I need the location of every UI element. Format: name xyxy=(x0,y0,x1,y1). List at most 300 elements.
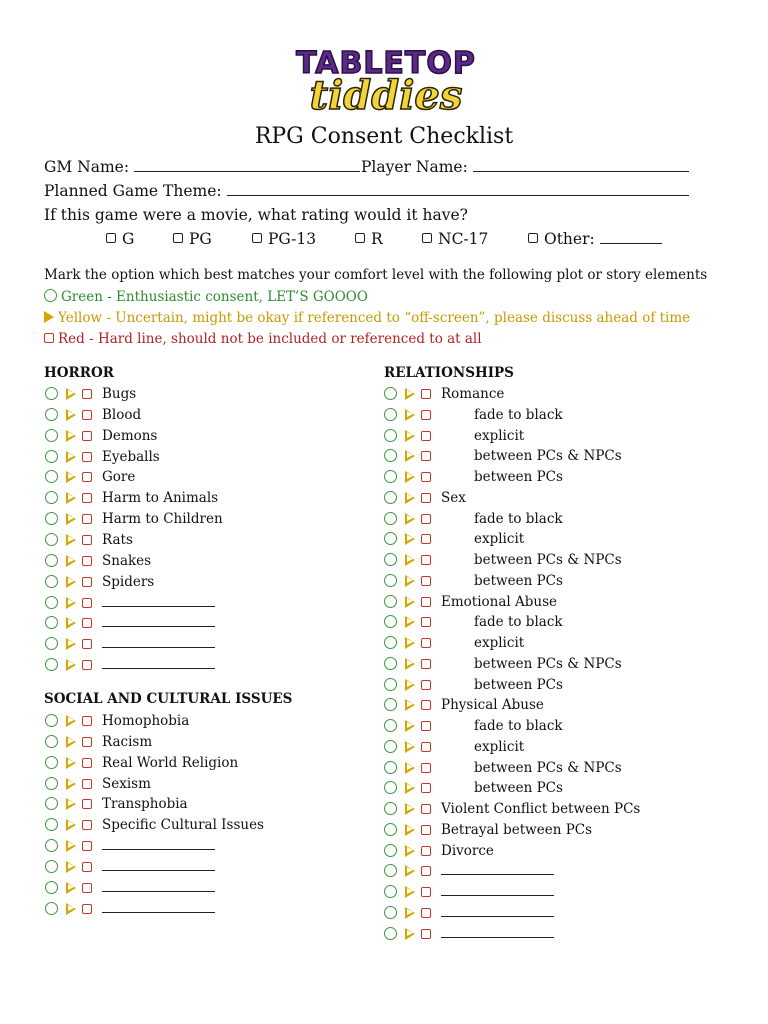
yellow-triangle-icon[interactable] xyxy=(405,679,415,691)
red-square-icon[interactable] xyxy=(82,431,92,441)
green-circle-icon[interactable] xyxy=(45,735,58,748)
consent-options xyxy=(45,902,95,916)
yellow-triangle-icon[interactable] xyxy=(405,450,415,462)
green-circle-icon[interactable] xyxy=(45,860,58,873)
yellow-triangle-icon[interactable] xyxy=(66,757,76,769)
rating-pg-13[interactable] xyxy=(252,230,316,248)
item-label: between PCs xyxy=(474,573,563,589)
item-blank xyxy=(102,878,215,898)
green-circle-icon[interactable] xyxy=(45,797,58,810)
item-label: explicit xyxy=(474,428,525,444)
section-title-horror: HORROR xyxy=(44,365,114,381)
red-square-icon[interactable] xyxy=(421,514,431,524)
red-square-icon[interactable] xyxy=(421,680,431,690)
instructions: Mark the option which best matches your comfort level with the following plot or story elements xyxy=(44,267,708,283)
green-circle-icon[interactable] xyxy=(45,637,58,650)
consent-options xyxy=(45,429,95,443)
item-blank xyxy=(102,836,215,856)
item-blank xyxy=(102,899,215,919)
red-square-icon[interactable] xyxy=(421,721,431,731)
item-label: Physical Abuse xyxy=(441,697,544,713)
red-square-icon[interactable] xyxy=(421,410,431,420)
red-square-icon[interactable] xyxy=(421,493,431,503)
consent-options xyxy=(384,491,434,505)
item-label: between PCs & NPCs xyxy=(474,760,622,776)
red-square-icon[interactable] xyxy=(421,887,431,897)
blank-entry-field[interactable] xyxy=(102,634,215,648)
rating-label: G xyxy=(122,230,135,248)
rating-r[interactable] xyxy=(355,230,383,248)
yellow-triangle-icon[interactable] xyxy=(405,554,415,566)
red-square-icon[interactable] xyxy=(421,908,431,918)
yellow-triangle-icon[interactable] xyxy=(405,616,415,628)
yellow-triangle-icon[interactable] xyxy=(66,659,76,671)
red-square-icon[interactable] xyxy=(82,472,92,482)
yellow-triangle-icon[interactable] xyxy=(66,903,76,915)
blank-entry-field[interactable] xyxy=(441,924,554,938)
green-circle-icon[interactable] xyxy=(384,574,397,587)
green-circle-icon[interactable] xyxy=(384,864,397,877)
blank-entry-field[interactable] xyxy=(102,857,215,871)
yellow-triangle-icon[interactable] xyxy=(405,824,415,836)
legend-green xyxy=(44,289,368,305)
legend-green-text: Green - Enthusiastic consent, LET’S GOOOO xyxy=(61,289,368,305)
green-circle-icon[interactable] xyxy=(384,408,397,421)
gm-name-line xyxy=(44,158,360,176)
yellow-triangle-icon[interactable] xyxy=(66,409,76,421)
yellow-triangle-icon[interactable] xyxy=(66,840,76,852)
consent-options xyxy=(384,678,434,692)
item-label: fade to black xyxy=(474,614,563,630)
blank-entry-field[interactable] xyxy=(102,655,215,669)
logo-line-1: TABLETOP xyxy=(296,46,476,81)
green-circle-icon[interactable] xyxy=(45,387,58,400)
yellow-triangle-icon[interactable] xyxy=(405,575,415,587)
item-label: Gore xyxy=(102,469,136,485)
checkbox-icon xyxy=(252,233,262,243)
yellow-triangle-icon[interactable] xyxy=(405,865,415,877)
yellow-triangle-icon[interactable] xyxy=(66,471,76,483)
red-square-icon[interactable] xyxy=(421,783,431,793)
logo-line-2: tiddies xyxy=(309,72,463,119)
green-circle-icon[interactable] xyxy=(45,408,58,421)
red-square-icon[interactable] xyxy=(421,742,431,752)
green-circle-icon[interactable] xyxy=(45,596,58,609)
green-circle-icon[interactable] xyxy=(384,470,397,483)
gm-name-field[interactable] xyxy=(134,158,360,172)
consent-options xyxy=(384,698,434,712)
green-circle-icon[interactable] xyxy=(45,839,58,852)
consent-options xyxy=(384,802,434,816)
green-circle-icon[interactable] xyxy=(45,512,58,525)
checkbox-icon xyxy=(422,233,432,243)
green-circle-icon[interactable] xyxy=(384,636,397,649)
theme-field[interactable] xyxy=(227,182,689,196)
legend-red-text: Red - Hard line, should not be included or referenced to at all xyxy=(58,331,482,347)
checkbox-icon xyxy=(106,233,116,243)
rating-other-field[interactable] xyxy=(600,230,662,244)
red-square-icon[interactable] xyxy=(421,389,431,399)
legend-red xyxy=(44,331,482,347)
red-square-icon[interactable] xyxy=(82,410,92,420)
consent-options xyxy=(45,512,95,526)
page-title: RPG Consent Checklist xyxy=(254,124,514,149)
item-label: explicit xyxy=(474,739,525,755)
yellow-triangle-icon[interactable] xyxy=(66,736,76,748)
item-blank xyxy=(102,655,215,675)
logo xyxy=(280,46,492,124)
green-circle-icon[interactable] xyxy=(45,575,58,588)
player-name-field[interactable] xyxy=(473,158,689,172)
square-icon xyxy=(44,333,54,343)
consent-options xyxy=(45,387,95,401)
item-label: Sex xyxy=(441,490,466,506)
green-circle-icon[interactable] xyxy=(384,885,397,898)
rating-options xyxy=(0,230,768,250)
yellow-triangle-icon[interactable] xyxy=(405,409,415,421)
item-label: Harm to Animals xyxy=(102,490,219,506)
yellow-triangle-icon[interactable] xyxy=(66,617,76,629)
consent-options xyxy=(45,818,95,832)
consent-options xyxy=(384,906,434,920)
red-square-icon[interactable] xyxy=(82,493,92,503)
yellow-triangle-icon[interactable] xyxy=(66,555,76,567)
red-square-icon[interactable] xyxy=(421,804,431,814)
yellow-triangle-icon[interactable] xyxy=(405,596,415,608)
yellow-triangle-icon[interactable] xyxy=(405,907,415,919)
item-label: Violent Conflict between PCs xyxy=(441,801,641,817)
green-circle-icon[interactable] xyxy=(384,802,397,815)
yellow-triangle-icon[interactable] xyxy=(405,741,415,753)
blank-entry-field[interactable] xyxy=(102,836,215,850)
rating-other[interactable] xyxy=(528,230,662,248)
consent-options xyxy=(384,636,434,650)
consent-options xyxy=(384,927,434,941)
yellow-triangle-icon[interactable] xyxy=(405,699,415,711)
blank-entry-field[interactable] xyxy=(102,613,215,627)
rating-nc-17[interactable] xyxy=(422,230,488,248)
consent-options xyxy=(45,714,95,728)
red-square-icon[interactable] xyxy=(421,825,431,835)
red-square-icon[interactable] xyxy=(82,389,92,399)
yellow-triangle-icon[interactable] xyxy=(66,576,76,588)
red-square-icon[interactable] xyxy=(421,700,431,710)
green-circle-icon[interactable] xyxy=(45,554,58,567)
legend-yellow-text: Yellow - Uncertain, might be okay if referenced to “off-screen”, please discuss ahead of time xyxy=(58,310,691,326)
rating-g[interactable] xyxy=(106,230,134,248)
item-label: between PCs xyxy=(474,780,563,796)
green-circle-icon[interactable] xyxy=(45,470,58,483)
item-label: Bugs xyxy=(102,386,137,402)
green-circle-icon[interactable] xyxy=(384,449,397,462)
rating-label: Other: xyxy=(544,230,595,248)
consent-options xyxy=(45,777,95,791)
yellow-triangle-icon[interactable] xyxy=(405,928,415,940)
consent-options xyxy=(384,429,434,443)
item-blank xyxy=(441,924,554,944)
item-blank xyxy=(102,613,215,633)
red-square-icon[interactable] xyxy=(421,472,431,482)
item-label: Harm to Children xyxy=(102,511,223,527)
blank-entry-field[interactable] xyxy=(102,899,215,913)
consent-options xyxy=(384,740,434,754)
red-square-icon[interactable] xyxy=(82,883,92,893)
green-circle-icon[interactable] xyxy=(45,491,58,504)
blank-entry-field[interactable] xyxy=(441,861,554,875)
yellow-triangle-icon[interactable] xyxy=(405,886,415,898)
consent-options xyxy=(45,735,95,749)
green-circle-icon[interactable] xyxy=(384,844,397,857)
item-label: Rats xyxy=(102,532,133,548)
green-circle-icon[interactable] xyxy=(384,781,397,794)
green-circle-icon[interactable] xyxy=(45,429,58,442)
green-circle-icon[interactable] xyxy=(45,881,58,894)
item-label: Eyeballs xyxy=(102,449,160,465)
yellow-triangle-icon[interactable] xyxy=(66,861,76,873)
item-label: between PCs & NPCs xyxy=(474,448,622,464)
yellow-triangle-icon[interactable] xyxy=(66,492,76,504)
yellow-triangle-icon[interactable] xyxy=(405,471,415,483)
consent-options xyxy=(45,450,95,464)
green-circle-icon[interactable] xyxy=(384,553,397,566)
consent-options xyxy=(384,574,434,588)
consent-options xyxy=(45,408,95,422)
theme-line xyxy=(44,182,689,200)
yellow-triangle-icon[interactable] xyxy=(66,430,76,442)
red-square-icon[interactable] xyxy=(421,763,431,773)
red-square-icon[interactable] xyxy=(82,577,92,587)
player-name-line xyxy=(361,158,689,176)
green-circle-icon[interactable] xyxy=(45,533,58,546)
yellow-triangle-icon[interactable] xyxy=(405,637,415,649)
consent-options xyxy=(45,637,95,651)
checkbox-icon xyxy=(355,233,365,243)
blank-entry-field[interactable] xyxy=(102,593,215,607)
yellow-triangle-icon[interactable] xyxy=(66,882,76,894)
item-label: Homophobia xyxy=(102,713,190,729)
red-square-icon[interactable] xyxy=(82,660,92,670)
item-label: between PCs & NPCs xyxy=(474,552,622,568)
yellow-triangle-icon[interactable] xyxy=(405,513,415,525)
red-square-icon[interactable] xyxy=(82,452,92,462)
green-circle-icon[interactable] xyxy=(45,902,58,915)
green-circle-icon[interactable] xyxy=(384,678,397,691)
consent-options xyxy=(45,797,95,811)
legend-yellow xyxy=(44,310,690,326)
item-label: fade to black xyxy=(474,511,563,527)
green-circle-icon[interactable] xyxy=(384,719,397,732)
gm-name-label: GM Name: xyxy=(44,158,130,176)
item-label: Romance xyxy=(441,386,505,402)
yellow-triangle-icon[interactable] xyxy=(405,762,415,774)
green-circle-icon[interactable] xyxy=(45,777,58,790)
blank-entry-field[interactable] xyxy=(441,903,554,917)
green-circle-icon[interactable] xyxy=(384,823,397,836)
red-square-icon[interactable] xyxy=(421,555,431,565)
yellow-triangle-icon[interactable] xyxy=(405,658,415,670)
red-square-icon[interactable] xyxy=(421,638,431,648)
green-circle-icon[interactable] xyxy=(384,761,397,774)
red-square-icon[interactable] xyxy=(82,618,92,628)
yellow-triangle-icon[interactable] xyxy=(66,819,76,831)
consent-options xyxy=(384,761,434,775)
consent-options xyxy=(45,554,95,568)
item-label: Transphobia xyxy=(102,796,188,812)
yellow-triangle-icon[interactable] xyxy=(405,782,415,794)
green-circle-icon[interactable] xyxy=(45,818,58,831)
green-circle-icon[interactable] xyxy=(384,512,397,525)
yellow-triangle-icon[interactable] xyxy=(405,533,415,545)
item-blank xyxy=(102,857,215,877)
consent-options xyxy=(45,596,95,610)
item-label: Blood xyxy=(102,407,142,423)
red-square-icon[interactable] xyxy=(421,597,431,607)
green-circle-icon[interactable] xyxy=(384,429,397,442)
green-circle-icon[interactable] xyxy=(45,658,58,671)
yellow-triangle-icon[interactable] xyxy=(66,638,76,650)
red-square-icon[interactable] xyxy=(82,758,92,768)
consent-options xyxy=(384,657,434,671)
green-circle-icon[interactable] xyxy=(384,387,397,400)
green-circle-icon[interactable] xyxy=(384,532,397,545)
item-label: Snakes xyxy=(102,553,152,569)
red-square-icon[interactable] xyxy=(82,556,92,566)
red-square-icon[interactable] xyxy=(82,598,92,608)
yellow-triangle-icon[interactable] xyxy=(66,798,76,810)
consent-options xyxy=(45,491,95,505)
consent-options xyxy=(384,408,434,422)
yellow-triangle-icon[interactable] xyxy=(66,597,76,609)
item-label: fade to black xyxy=(474,407,563,423)
green-circle-icon[interactable] xyxy=(384,491,397,504)
rating-label: R xyxy=(371,230,383,248)
blank-entry-field[interactable] xyxy=(441,882,554,896)
yellow-triangle-icon[interactable] xyxy=(66,778,76,790)
item-blank xyxy=(441,903,554,923)
yellow-triangle-icon[interactable] xyxy=(405,492,415,504)
red-square-icon[interactable] xyxy=(82,799,92,809)
red-square-icon[interactable] xyxy=(421,431,431,441)
yellow-triangle-icon[interactable] xyxy=(405,720,415,732)
yellow-triangle-icon[interactable] xyxy=(66,715,76,727)
consent-options xyxy=(384,615,434,629)
yellow-triangle-icon[interactable] xyxy=(405,845,415,857)
consent-options xyxy=(45,533,95,547)
consent-options xyxy=(45,881,95,895)
red-square-icon[interactable] xyxy=(421,534,431,544)
item-label: Emotional Abuse xyxy=(441,594,558,610)
rating-label: PG xyxy=(189,230,212,248)
yellow-triangle-icon[interactable] xyxy=(66,451,76,463)
green-circle-icon[interactable] xyxy=(384,906,397,919)
consent-options xyxy=(384,553,434,567)
consent-options xyxy=(45,839,95,853)
green-circle-icon[interactable] xyxy=(384,698,397,711)
theme-label: Planned Game Theme: xyxy=(44,182,222,200)
consent-options xyxy=(45,470,95,484)
checkbox-icon xyxy=(173,233,183,243)
green-circle-icon[interactable] xyxy=(45,450,58,463)
item-label: explicit xyxy=(474,635,525,651)
red-square-icon[interactable] xyxy=(82,862,92,872)
green-circle-icon[interactable] xyxy=(384,657,397,670)
item-label: Real World Religion xyxy=(102,755,239,771)
yellow-triangle-icon[interactable] xyxy=(405,430,415,442)
item-label: between PCs xyxy=(474,469,563,485)
item-label: between PCs xyxy=(474,677,563,693)
yellow-triangle-icon[interactable] xyxy=(66,534,76,546)
consent-options xyxy=(384,470,434,484)
red-square-icon[interactable] xyxy=(82,716,92,726)
yellow-triangle-icon[interactable] xyxy=(66,388,76,400)
item-label: Sexism xyxy=(102,776,151,792)
item-blank xyxy=(102,634,215,654)
red-square-icon[interactable] xyxy=(421,659,431,669)
rating-label: PG-13 xyxy=(268,230,317,248)
consent-options xyxy=(45,575,95,589)
item-label: Racism xyxy=(102,734,153,750)
consent-options xyxy=(384,449,434,463)
consent-options xyxy=(45,658,95,672)
green-circle-icon[interactable] xyxy=(384,615,397,628)
section-title-relationships: RELATIONSHIPS xyxy=(384,365,514,381)
checkbox-icon xyxy=(528,233,538,243)
red-square-icon[interactable] xyxy=(82,820,92,830)
item-label: Betrayal between PCs xyxy=(441,822,593,838)
red-square-icon[interactable] xyxy=(82,514,92,524)
red-square-icon[interactable] xyxy=(421,617,431,627)
red-square-icon[interactable] xyxy=(82,737,92,747)
red-square-icon[interactable] xyxy=(82,904,92,914)
red-square-icon[interactable] xyxy=(421,866,431,876)
item-label: explicit xyxy=(474,531,525,547)
consent-options xyxy=(384,885,434,899)
red-square-icon[interactable] xyxy=(421,451,431,461)
red-square-icon[interactable] xyxy=(421,846,431,856)
consent-options xyxy=(384,532,434,546)
green-circle-icon[interactable] xyxy=(45,714,58,727)
green-circle-icon[interactable] xyxy=(384,740,397,753)
red-square-icon[interactable] xyxy=(82,779,92,789)
consent-options xyxy=(384,595,434,609)
consent-options xyxy=(384,844,434,858)
red-square-icon[interactable] xyxy=(82,841,92,851)
item-blank xyxy=(441,861,554,881)
red-square-icon[interactable] xyxy=(421,929,431,939)
item-blank xyxy=(441,882,554,902)
green-circle-icon[interactable] xyxy=(384,595,397,608)
yellow-triangle-icon[interactable] xyxy=(405,388,415,400)
yellow-triangle-icon[interactable] xyxy=(405,803,415,815)
consent-options xyxy=(384,387,434,401)
green-circle-icon[interactable] xyxy=(45,756,58,769)
yellow-triangle-icon[interactable] xyxy=(66,513,76,525)
red-square-icon[interactable] xyxy=(421,576,431,586)
rating-label: NC-17 xyxy=(438,230,489,248)
red-square-icon[interactable] xyxy=(82,639,92,649)
triangle-icon xyxy=(44,311,54,323)
item-label: Demons xyxy=(102,428,158,444)
blank-entry-field[interactable] xyxy=(102,878,215,892)
consent-options xyxy=(45,616,95,630)
red-square-icon[interactable] xyxy=(82,535,92,545)
rating-pg[interactable] xyxy=(173,230,212,248)
green-circle-icon[interactable] xyxy=(45,616,58,629)
consent-options xyxy=(45,860,95,874)
green-circle-icon[interactable] xyxy=(384,927,397,940)
consent-options xyxy=(45,756,95,770)
consent-options xyxy=(384,719,434,733)
